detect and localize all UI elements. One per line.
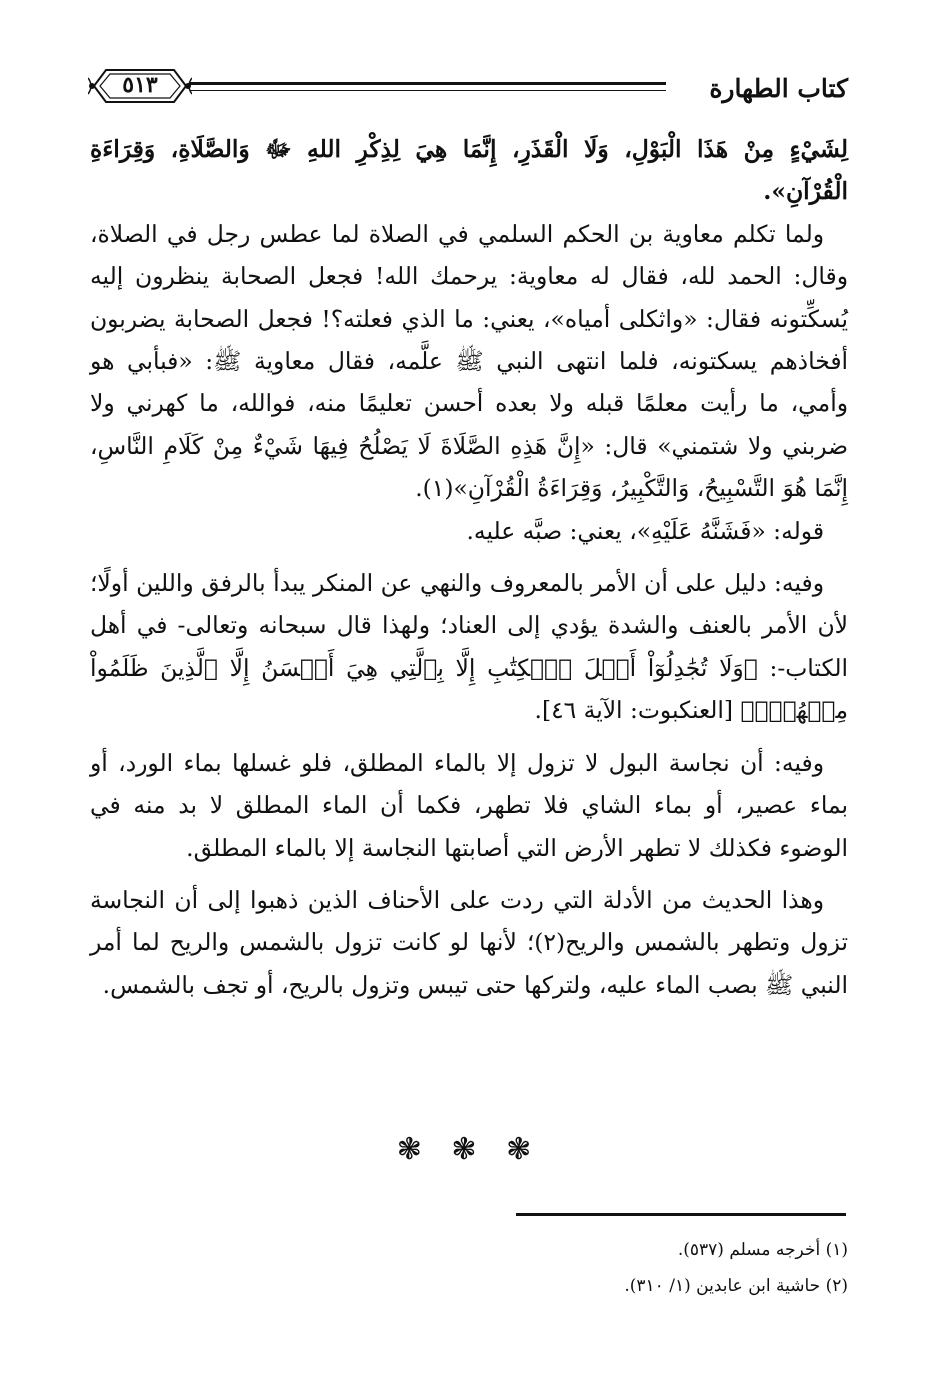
paragraph-6: وهذا الحديث من الأدلة التي ردت على الأحناف الذين ذهبوا إلى أن النجاسة تزول وتطهر بالشمس والريح(٢)؛ لأنها لو كانت تزول بالشمس والريح لما أمر النبي ﷺ بصب الماء عليه، ولتركها حتى تيبس وتزول بالريح، أو تجف بالشمس. (90, 885, 848, 999)
footnote-rule (516, 1213, 846, 1216)
paragraph-2: ولما تكلم معاوية بن الحكم السلمي في الصلاة لما عطس رجل في الصلاة، وقال: الحمد لله، فقال له معاوية: يرحمك الله! فجعل الصحابة ينظرون إليه يُسكِّتونه فقال: «واثكلى أمياه»، يعني: ما الذي فعلته؟! فجعل الصحابة يضربون أفخاذهم يسكتونه، فلما انتهى النبي ﷺ علَّمه، فقال معاوية ﷺ: «فبأبي هو وأمي، ما رأيت معلمًا قبله ولا بعده أحسن تعليمًا منه، فوالله، ما كهرني ولا ضربني ولا شتمني» قال: «إِنَّ هَذِهِ الصَّلَاةَ لَا يَصْلُحُ فِيهَا شَيْءٌ مِنْ كَلَامِ النَّاسِ، إِنَّمَا هُوَ التَّسْبِيحُ، وَالتَّكْبِيرُ، وَقِرَاءَةُ الْقُرْآنِ»(١). (90, 219, 848, 503)
footnotes (148, 1232, 848, 1304)
footnote-1: (١) أخرجه مسلم (٥٣٧). (677, 1240, 848, 1260)
paragraph-3: قوله: «فَشَنَّهُ عَلَيْهِ»، يعني: صبَّه عليه. (466, 516, 824, 545)
page-header (88, 60, 848, 122)
page-number-frame (88, 64, 192, 108)
paragraph-1: لِشَيْءٍ مِنْ هَذَا الْبَوْلِ، وَلَا الْقَذَرِ، إِنَّمَا هِيَ لِذِكْرِ اللهِ ﷻ وَالصَّلَاةِ، وَقِرَاءَةِ الْقُرْآنِ». (90, 135, 848, 206)
book-title: كتاب الطهارة (709, 74, 848, 103)
main-text (90, 128, 848, 1006)
header-rule-thin (190, 90, 666, 91)
section-separator: ❃ ❃ ❃ (396, 1132, 542, 1167)
header-rule (190, 82, 666, 85)
page-number: ٥١٣ (122, 72, 158, 98)
paragraph-5: وفيه: أن نجاسة البول لا تزول إلا بالماء المطلق، فلو غسلها بماء الورد، أو بماء عصير، أو بماء الشاي فلا تطهر، فكما أن الماء المطلق لا بد منه في الوضوء فكذلك لا تطهر الأرض التي أصابتها النجاسة إلا بالماء المطلق. (90, 748, 848, 862)
footnote-2: (٢) حاشية ابن عابدين (١/ ٣١٠). (624, 1276, 848, 1296)
paragraph-4: وفيه: دليل على أن الأمر بالمعروف والنهي عن المنكر يبدأ بالرفق واللين أولًا؛ لأن الأمر بالعنف والشدة يؤدي إلى العناد؛ ولهذا قال سبحانه وتعالى- في أهل الكتاب-: ﴿وَلَا تُجَٰدِلُوٓاْ أَهۡلَ ٱلۡكِتَٰبِ إِلَّا بِٱلَّتِي هِيَ أَحۡسَنُ إِلَّا ٱلَّذِينَ ظَلَمُواْ مِنۡهُمۡۖ﴾ [العنكبوت: الآية ٤٦]. (90, 569, 848, 725)
